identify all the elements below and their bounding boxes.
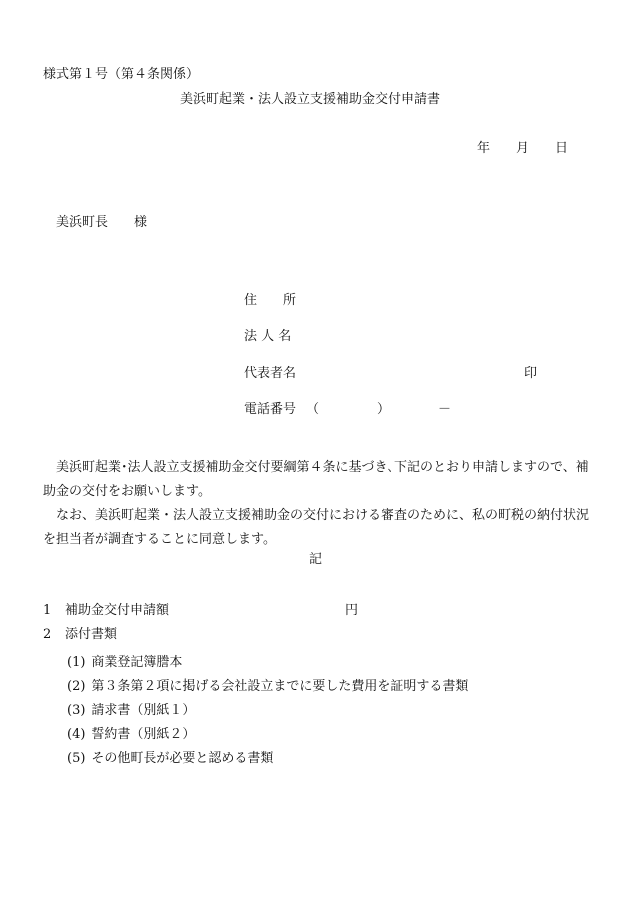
phone-open-paren: （ [306, 402, 320, 417]
date-line [477, 141, 568, 157]
list-item [67, 651, 468, 675]
addressee-name: 美浜町長 [56, 215, 109, 230]
item-2 [43, 627, 117, 643]
item-2-number: 2 [43, 627, 52, 642]
list-item-number: (4) [67, 727, 86, 742]
body-paragraph-2-text: なお、美浜町起業・法人設立支援補助金の交付における審査のために、私の町税の納付状況を担当者が調査することに同意します。 [43, 508, 590, 547]
item-1-number: 1 [43, 603, 52, 618]
applicant-corporation-label: 法 人 名 [244, 329, 292, 344]
body-paragraph-2 [43, 504, 593, 552]
list-item-number: (5) [67, 751, 86, 766]
list-item-number: (1) [67, 655, 86, 670]
applicant-representative-label: 代表者名 [244, 366, 297, 381]
list-item [67, 747, 468, 771]
item-1-label: 補助金交付申請額 [65, 603, 170, 618]
date-day-label: 日 [555, 141, 569, 156]
list-item-text: その他町長が必要と認める書類 [91, 751, 274, 766]
list-item [67, 675, 468, 699]
amount-unit: 円 [345, 603, 359, 618]
date-year-label: 年 [477, 141, 491, 156]
phone-label: 電話番号 [244, 402, 297, 417]
phone-close-paren: ） [377, 402, 391, 417]
item-2-label: 添付書類 [65, 627, 118, 642]
list-item-number: (2) [67, 679, 86, 694]
ki-heading: 記 [309, 552, 323, 567]
list-item [67, 699, 468, 723]
list-item-text: 請求書（別紙１） [91, 703, 196, 718]
phone-dash: － [438, 402, 452, 417]
list-item [67, 723, 468, 747]
body-paragraph-1 [43, 456, 593, 504]
document-title: 美浜町起業・法人設立支援補助金交付申請書 [180, 92, 441, 107]
body-paragraph-1-text: 美浜町起業･法人設立支援補助金交付要綱第４条に基づき､下記のとおり申請しますので、補助金の交付をお願いします。 [43, 460, 589, 499]
list-item-text: 第３条第２項に掲げる会社設立までに要した費用を証明する書類 [91, 679, 469, 694]
item-1 [43, 603, 169, 619]
list-item-number: (3) [67, 703, 86, 718]
list-item-text: 誓約書（別紙２） [91, 727, 196, 742]
applicant-address-label: 住 所 [244, 293, 297, 308]
seal-mark: 印 [524, 366, 538, 381]
addressee [56, 215, 147, 231]
form-number: 様式第１号（第４条関係） [43, 67, 200, 82]
date-month-label: 月 [516, 141, 530, 156]
attachment-list [67, 651, 468, 771]
addressee-honorific: 様 [134, 215, 148, 230]
list-item-text: 商業登記簿謄本 [91, 655, 183, 670]
